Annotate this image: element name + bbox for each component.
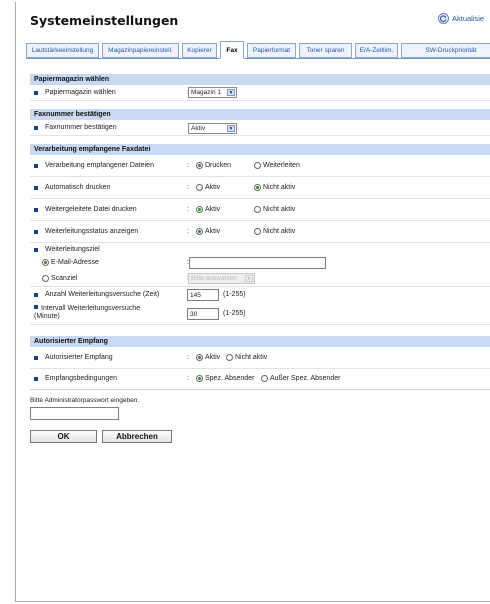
page-title: Systemeinstellungen (30, 13, 179, 28)
bullet-icon (34, 305, 38, 309)
radio-checked-icon (196, 162, 203, 169)
tab-paper-size[interactable]: Papierformat (247, 43, 296, 58)
row-fax-number (30, 120, 490, 136)
tab-tray-settings[interactable]: Magazinpapiereinstell. (102, 43, 179, 58)
retry-interval-hint: (1-255) (223, 310, 246, 317)
radio-fwd-print-active[interactable]: Aktiv (196, 206, 220, 213)
refresh-button[interactable] (438, 13, 484, 24)
tab-io-timeout[interactable]: E/A-Zeitlim. (355, 43, 398, 58)
divider (30, 389, 490, 390)
settings-window (15, 2, 490, 602)
ok-button[interactable]: OK (30, 430, 97, 443)
radio-scan-target[interactable]: Scanziel (42, 275, 77, 282)
radio-checked-icon (254, 184, 261, 191)
row-forward-status: Weiterleitungsstatus anzeigen : Aktiv Nicht aktiv (30, 221, 490, 243)
tab-fax[interactable]: Fax (220, 41, 244, 59)
row-paper-tray (30, 85, 490, 101)
row-email-target (30, 256, 490, 271)
fax-number-select[interactable]: Aktiv ▼ (188, 123, 237, 134)
radio-specified-sender[interactable]: Spez. Absender (196, 375, 254, 382)
radio-auto-active[interactable]: Aktiv (196, 184, 220, 191)
radio-unchecked-icon (196, 184, 203, 191)
retry-count-input[interactable]: 145 (187, 289, 219, 301)
radio-forward[interactable]: Weiterleiten (254, 162, 300, 169)
radio-except-specified-sender[interactable]: Außer Spez. Absender (261, 375, 340, 382)
paper-tray-select[interactable]: Magazin 1 ▼ (188, 87, 237, 98)
radio-auto-inactive[interactable]: Nicht aktiv (254, 184, 295, 191)
row-reception-conditions: Empfangsbedingungen : Spez. Absender Außer Spez. Absender (30, 369, 490, 389)
chevron-down-icon: ▼ (246, 276, 252, 282)
row-forwarded-print: Weitergeleitete Datei drucken : Aktiv Nicht aktiv (30, 199, 490, 221)
radio-unchecked-icon (254, 162, 261, 169)
bullet-icon (34, 248, 38, 252)
radio-fwd-print-inactive[interactable]: Nicht aktiv (254, 206, 295, 213)
colon: : (187, 354, 189, 361)
refresh-label: Aktualisie (452, 14, 485, 23)
retry-interval-input[interactable]: 30 (187, 308, 219, 320)
colon: : (187, 228, 189, 235)
tab-volume[interactable]: Lautstärkeeinstellung (26, 43, 99, 58)
bullet-icon (34, 186, 38, 190)
row-processing: Verarbeitung empfangener Dateien : Drucken Weiterleiten (30, 155, 490, 177)
radio-auth-active[interactable]: Aktiv (196, 354, 220, 361)
radio-unchecked-icon (254, 206, 261, 213)
row-authorized: Autorisierter Empfang : Aktiv Nicht aktiv (30, 347, 490, 369)
bullet-icon (34, 164, 38, 168)
refresh-icon (438, 13, 449, 24)
chevron-down-icon: ▼ (228, 90, 234, 96)
section-authorized-reception: Autorisierter Empfang (30, 336, 490, 347)
row-scan-target (30, 271, 490, 287)
password-input[interactable] (30, 407, 119, 420)
password-label: Bitte Administratorpasswort eingeben. (30, 397, 140, 404)
radio-unchecked-icon (42, 275, 49, 282)
colon: : (187, 162, 189, 169)
radio-checked-icon (196, 228, 203, 235)
tab-bw-print-priority[interactable]: SW-Druckpriorität (401, 43, 490, 58)
radio-fwd-status-inactive[interactable]: Nicht aktiv (254, 228, 295, 235)
paper-tray-label: Papiermagazin wählen (45, 89, 116, 96)
radio-checked-icon (196, 206, 203, 213)
colon: : (187, 184, 189, 191)
row-auto-print: Automatisch drucken : Aktiv Nicht aktiv (30, 177, 490, 199)
email-input[interactable] (189, 257, 326, 269)
radio-unchecked-icon (226, 354, 233, 361)
fax-number-label: Faxnummer bestätigen (45, 124, 117, 131)
radio-print[interactable]: Drucken (196, 162, 231, 169)
bullet-icon (34, 356, 38, 360)
bullet-icon (34, 377, 38, 381)
colon: : (187, 259, 189, 266)
radio-fwd-status-active[interactable]: Aktiv (196, 228, 220, 235)
colon: : (187, 206, 189, 213)
row-retry-count: Anzahl Weiterleitungsversuche (Zeit) 145 (1-255) (30, 287, 490, 303)
bullet-icon (34, 293, 38, 297)
row-forward-destination: Weiterleitungsziel (30, 243, 490, 256)
chevron-down-icon: ▼ (228, 126, 234, 132)
section-processing: Verarbeitung empfangene Faxdatei (30, 144, 490, 155)
bullet-icon (34, 230, 38, 234)
scan-target-select[interactable]: Bitte auswählen ▼ (188, 273, 255, 284)
bullet-icon (34, 208, 38, 212)
section-paper-tray: Papiermagazin wählen (30, 74, 490, 85)
retry-count-hint: (1-255) (223, 291, 246, 298)
bullet-icon (34, 91, 38, 95)
radio-checked-icon (196, 375, 203, 382)
radio-unchecked-icon (261, 375, 268, 382)
colon: : (187, 375, 189, 382)
section-fax-number: Faxnummer bestätigen (30, 109, 490, 120)
row-retry-interval: Intervall Weiterleitungsversuche (Minute) 30 (1-255) (30, 303, 490, 325)
tab-toner-save[interactable]: Toner sparen (299, 43, 352, 58)
radio-email[interactable]: E-Mail-Adresse (42, 259, 99, 266)
tab-bar (26, 41, 490, 59)
radio-checked-icon (42, 259, 49, 266)
radio-checked-icon (196, 354, 203, 361)
bullet-icon (34, 126, 38, 130)
cancel-button[interactable]: Abbrechen (102, 430, 172, 443)
radio-auth-inactive[interactable]: Nicht aktiv (226, 354, 267, 361)
tab-copier[interactable]: Kopierer (182, 43, 217, 58)
radio-unchecked-icon (254, 228, 261, 235)
